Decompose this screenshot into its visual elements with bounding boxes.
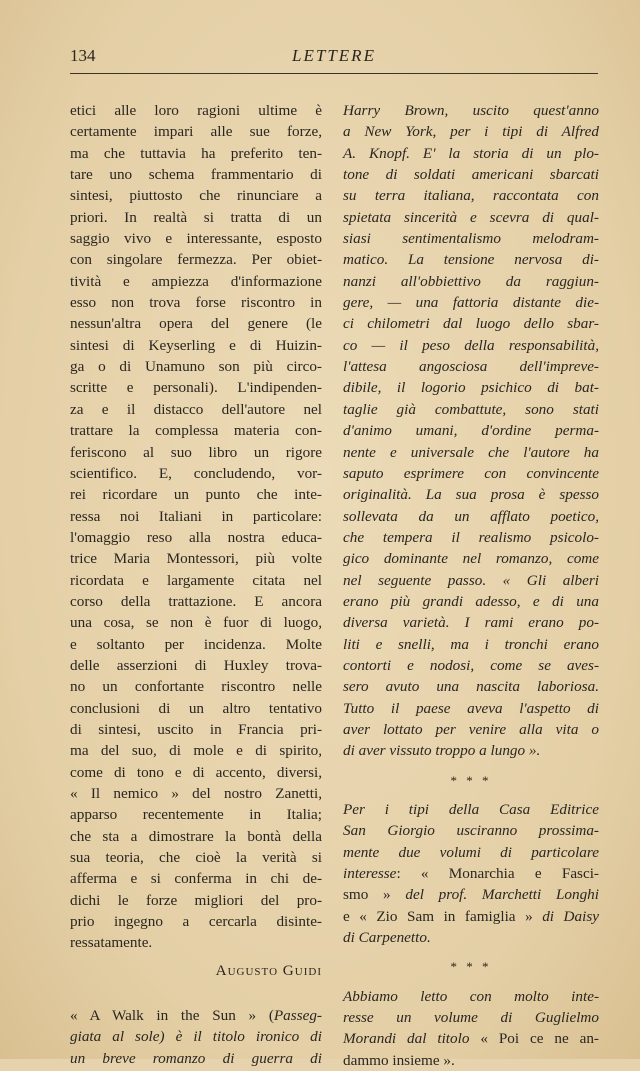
text-line: priori. In realtà si tratta di un — [70, 208, 322, 226]
text-line: ga o di Unamuno son più circo- — [70, 358, 322, 376]
running-title: LETTERE — [292, 46, 376, 65]
text-line: nente e universale che l'autore ha — [343, 443, 599, 461]
text-line: su terra italiana, raccontata con — [343, 187, 599, 205]
text-line: ricordata e largamente citata nel — [70, 571, 322, 589]
text-segment: giata al sole) è il titolo ironico di — [70, 1028, 322, 1046]
text-segment: « A Walk in the Sun » ( — [70, 1007, 274, 1025]
right-paragraph-1 — [343, 100, 599, 762]
text-line: feriscono al suo libro un rigore — [70, 443, 322, 461]
text-segment: « Poi ce ne an- — [480, 1030, 599, 1048]
text-segment: interesse — [343, 865, 397, 883]
right-paragraph-3 — [343, 986, 599, 1071]
text-line: scritte e personali). L'indipenden- — [70, 379, 322, 397]
text-segment: di Daisy — [542, 907, 599, 925]
text-line — [343, 906, 599, 927]
text-segment: e « Zio Sam in famiglia » — [343, 907, 543, 925]
text-line — [343, 927, 599, 948]
text-line: a New York, per i tipi di Alfred — [343, 123, 599, 141]
text-line: di sintesi, uscito in Francia pri- — [70, 720, 322, 738]
text-line: rei ricordare un punto che inte- — [70, 486, 322, 504]
text-line — [343, 1050, 599, 1071]
text-line: prio ingegno a cercarla disinte- — [70, 913, 322, 931]
text-line: come di tono e di accento, diversi, — [70, 763, 322, 781]
text-line — [343, 1028, 599, 1049]
page-number: 134 — [70, 46, 96, 65]
text-line: di aver vissuto troppo a lungo ». — [343, 742, 541, 760]
text-line: gere, — una fattoria distante die- — [343, 294, 599, 312]
text-line: tare uno schema frammentario di — [70, 166, 322, 184]
text-line: ci chilometri dal luogo dello sbar- — [343, 315, 599, 333]
right-paragraph-2 — [343, 799, 599, 948]
text-line: no un confortante riscontro nelle — [70, 678, 322, 696]
text-line: dibile, il logorio psichico di bat- — [343, 379, 599, 397]
text-segment: : « Monarchia e Fasci- — [396, 865, 599, 883]
text-line: liti e snelli, ma i tronchi erano — [343, 635, 599, 653]
text-line: matico. La tensione nervosa di- — [343, 251, 599, 269]
text-line: spietata sincerità e scevra di qual- — [343, 208, 599, 226]
section-separator: * * * — [450, 772, 492, 788]
text-segment: dammo insieme ». — [343, 1051, 455, 1069]
text-line: aver lottato per venire alla vita o — [343, 720, 599, 738]
text-line — [70, 1005, 322, 1026]
text-line: originalità. La sua prosa è spesso — [343, 486, 599, 504]
text-line: saggio vivo e interessante, esposto — [70, 230, 322, 248]
text-line: saputo esprimere con convincente — [343, 464, 599, 482]
text-line: che tempera il realismo psicolo- — [343, 528, 599, 546]
text-segment: un breve romanzo di guerra di — [70, 1049, 322, 1067]
text-line: afferma e si conferma in chi de- — [70, 870, 322, 888]
text-line: ressatamente. — [70, 934, 153, 952]
text-line: nanzi all'obbiettivo da raggiun- — [343, 272, 599, 290]
page-header — [70, 44, 598, 74]
text-line — [343, 842, 599, 863]
text-line — [343, 1007, 599, 1028]
text-line: za e il distacco dell'autore nel — [70, 400, 322, 418]
text-line — [70, 1048, 322, 1069]
text-line: apparso recentemente in Italia; — [70, 806, 322, 824]
left-column — [70, 100, 322, 1069]
text-line: contorti e nodosi, come se aves- — [343, 656, 599, 674]
left-paragraph-1 — [70, 100, 322, 954]
text-line: nel seguente passo. « Gli alberi — [343, 571, 599, 589]
text-line: l'attesa angosciosa dell'impreve- — [343, 358, 599, 376]
text-line: tività e ampiezza d'informazione — [70, 272, 322, 290]
text-line: siasi sentimentalismo melodram- — [343, 230, 599, 248]
signature: Augusto Guidi — [215, 961, 322, 979]
text-line: ma del suo, di mole e di spirito, — [70, 742, 322, 760]
text-line — [343, 799, 599, 820]
text-line: ressa noi Italiani in particolare: — [70, 507, 322, 525]
text-line: co — il peso della responsabilità, — [343, 336, 599, 354]
text-line: « Il nemico » del nostro Zanetti, — [70, 785, 322, 802]
text-segment: resse un volume di Guglielmo — [343, 1009, 599, 1027]
text-line — [343, 820, 599, 841]
text-line: sero avuto una nascita laboriosa. — [343, 678, 599, 696]
text-line — [343, 863, 599, 884]
text-line: l'omaggio reso alla nostra educa- — [70, 528, 322, 546]
text-line: delle asserzioni di Huxley trova- — [70, 656, 322, 674]
text-line: d'animo umani, d'ordine perma- — [343, 422, 599, 440]
text-line: nessun'altra opera del genere (le — [70, 315, 322, 333]
text-segment: San Giorgio usciranno prossima- — [343, 822, 599, 840]
text-line — [343, 884, 599, 905]
text-segment: Abbiamo letto con molto inte- — [343, 987, 599, 1005]
text-line: sollevata da un afflato poetico, — [343, 507, 599, 525]
text-line: certamente impari alle sue forze, — [70, 123, 322, 141]
text-line: e soltanto per incidenza. Molte — [70, 635, 322, 653]
text-line — [70, 1026, 322, 1047]
text-line: corso della trattazione. E ancora — [70, 592, 322, 610]
text-line: scientifico. E, concludendo, vor- — [70, 464, 322, 482]
text-line: esso non trova forse riscontro in — [70, 294, 322, 312]
text-line: diversa varietà. I rami erano po- — [343, 614, 599, 632]
text-line: sintesi, piuttosto che rinunciare a — [70, 187, 322, 205]
text-line: Harry Brown, uscito quest'anno — [343, 102, 599, 119]
text-line: sintesi di Keyserling e di Huizin- — [70, 336, 322, 354]
left-paragraph-2 — [70, 1005, 322, 1069]
text-line: A. Knopf. E' la storia di un plo- — [343, 144, 599, 162]
text-line: una cosa, se non è fuor di luogo, — [70, 614, 322, 632]
text-line: tone di soldati americani sbarcati — [343, 166, 599, 184]
text-line: erano più grandi adesso, e di una — [343, 592, 599, 610]
section-separator: * * * — [450, 959, 492, 975]
text-line: conclusioni di un altro tentativo — [70, 699, 322, 717]
text-line: con singolare fermezza. Per obiet- — [70, 251, 322, 269]
text-line: etici alle loro ragioni ultime è — [70, 102, 322, 119]
text-line: taglie già combattute, sono stati — [343, 400, 599, 418]
text-line: sua teoria, che cioè la verità si — [70, 849, 322, 867]
text-segment: di Carpenetto. — [343, 929, 431, 947]
text-line — [343, 986, 599, 1007]
header-rule — [70, 73, 598, 74]
text-segment: del prof. Marchetti Longhi — [405, 886, 599, 904]
text-segment: Morandi dal titolo — [343, 1030, 481, 1048]
text-line: gico dominante nel romanzo, come — [343, 550, 599, 568]
text-line: dichi le forze migliori del pro- — [70, 891, 322, 909]
text-segment: Passeg- — [273, 1007, 322, 1025]
right-column — [343, 100, 599, 1071]
text-line: Tutto il paese aveva l'aspetto di — [343, 699, 599, 717]
text-line: trattare la complessa materia con- — [70, 422, 322, 440]
text-segment: Per i tipi della Casa Editrice — [343, 801, 599, 818]
text-line: trice Maria Montessori, più volte — [70, 550, 322, 568]
text-segment: smo » — [343, 886, 406, 904]
text-segment: mente due volumi di particolare — [343, 843, 599, 861]
text-line: che sta a dimostrare la bontà della — [70, 827, 322, 845]
text-line: ma che tuttavia ha preferito ten- — [70, 144, 322, 162]
